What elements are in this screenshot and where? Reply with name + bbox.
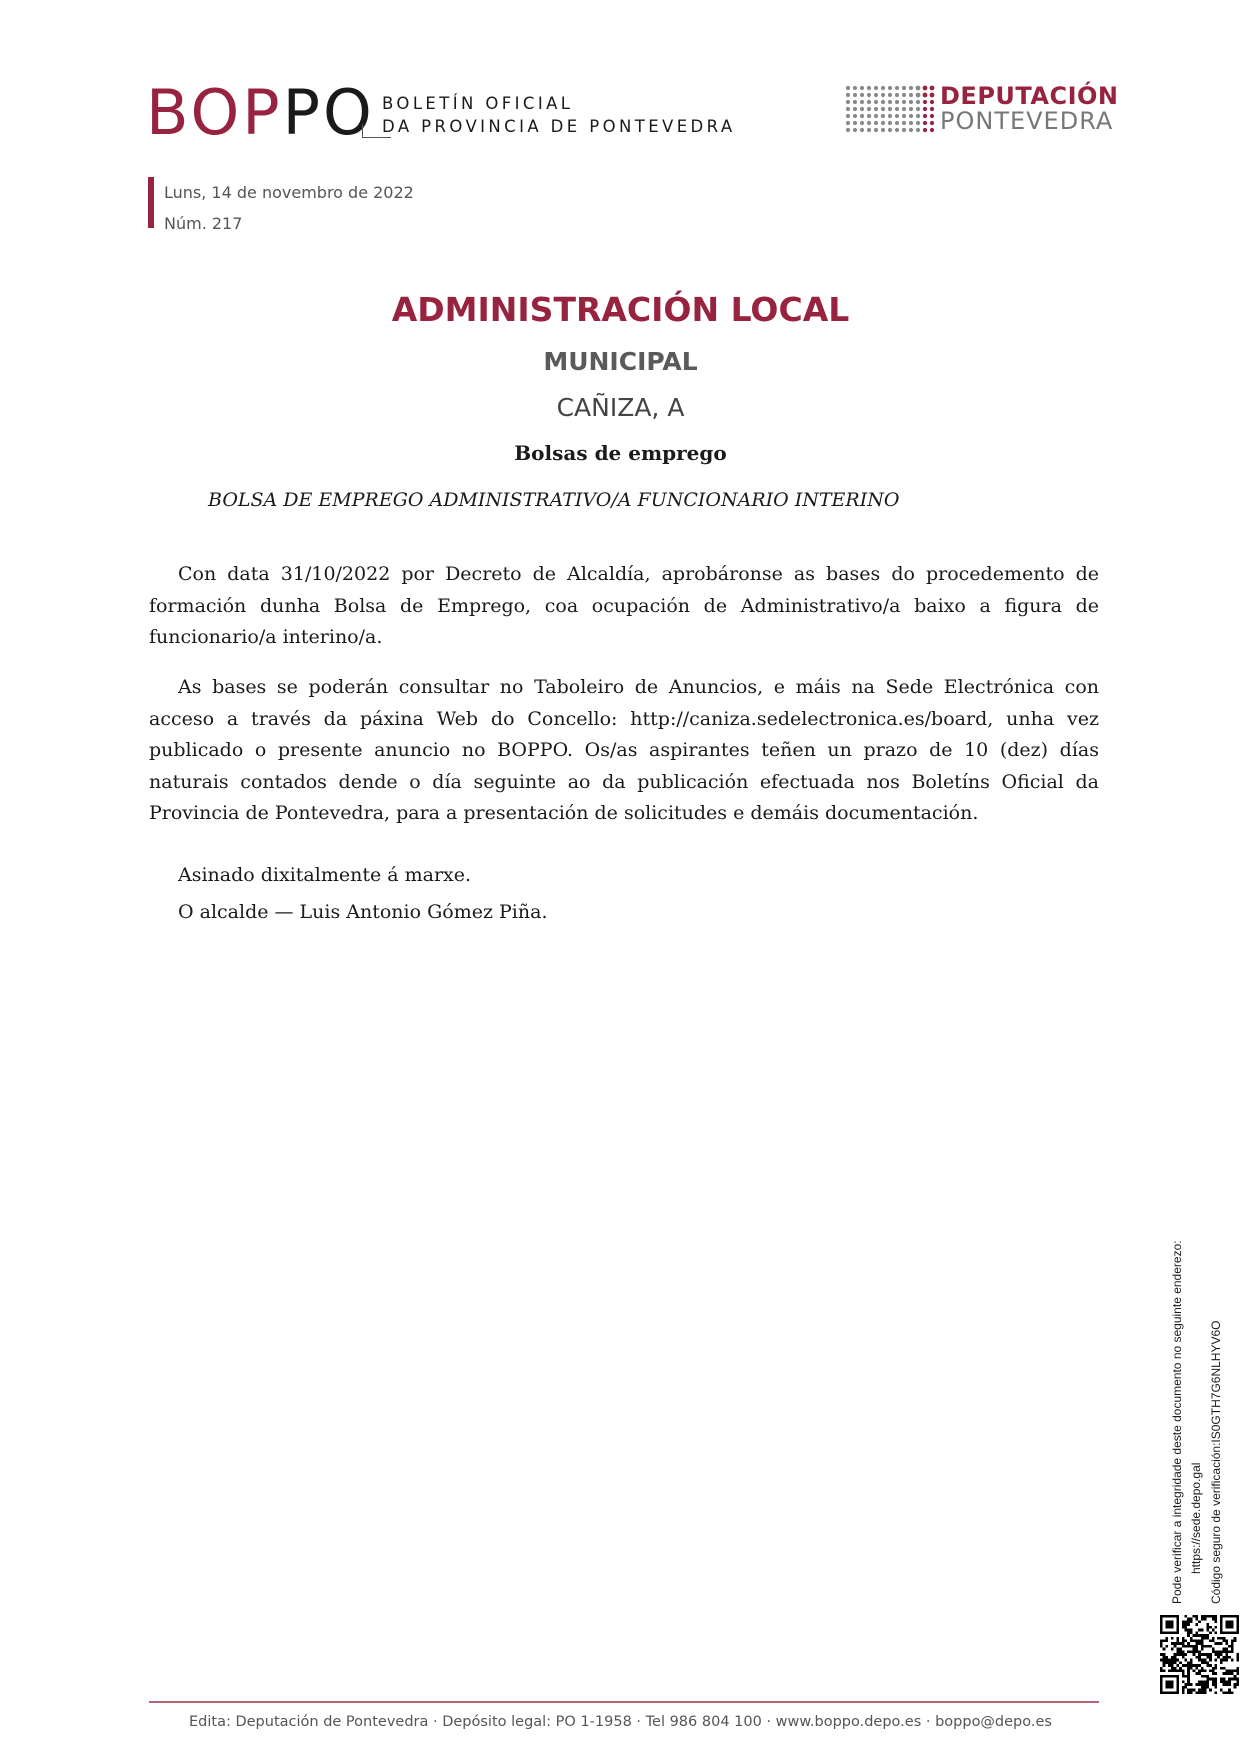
deputacion-dots-logo-icon bbox=[845, 85, 937, 133]
deputacion-logo bbox=[940, 84, 1119, 133]
section-subtitle: MUNICIPAL bbox=[543, 347, 698, 376]
deputacion-logo-line2: PONTEVEDRA bbox=[940, 107, 1114, 135]
topic-heading: Bolsas de emprego bbox=[514, 441, 727, 465]
section-title: ADMINISTRACIÓN LOCAL bbox=[391, 290, 850, 329]
logo-subtitle-line1: BOLETÍN OFICIAL bbox=[382, 94, 574, 113]
signature-name: O alcalde — Luis Antonio Gómez Piña. bbox=[178, 901, 548, 923]
verification-code: Código seguro de verificación:IS0GTH7G6NLHYV6O bbox=[1209, 1320, 1223, 1604]
footer-text: Edita: Deputación de Pontevedra · Depósito legal: PO 1-1958 · Tel 986 804 100 · www.boppo.depo.es · boppo@depo.es bbox=[189, 1714, 1052, 1730]
date-accent-bar bbox=[148, 177, 154, 228]
issue-info bbox=[164, 177, 414, 239]
issue-number: Núm. 217 bbox=[164, 214, 243, 233]
deputacion-logo-line1: DEPUTACIÓN bbox=[940, 82, 1119, 110]
footer-divider bbox=[149, 1701, 1099, 1703]
logo-bop-text: BOP bbox=[146, 76, 283, 149]
boppo-logo bbox=[146, 76, 375, 149]
logo-subtitle-line2: DA PROVINCIA DE PONTEVEDRA bbox=[382, 117, 736, 136]
concello-name: CAÑIZA, A bbox=[556, 393, 685, 422]
verification-url[interactable]: https://sede.depo.gal bbox=[1189, 1462, 1203, 1574]
announcement-title: BOLSA DE EMPREGO ADMINISTRATIVO/A FUNCIONARIO INTERINO bbox=[208, 489, 900, 511]
signature-note: Asinado dixitalmente á marxe. bbox=[178, 864, 472, 886]
issue-date: Luns, 14 de novembro de 2022 bbox=[164, 183, 414, 202]
qr-code-icon[interactable] bbox=[1160, 1615, 1239, 1694]
verification-text: Pode verificar a integridade deste documento no seguinte enderezo: bbox=[1170, 1240, 1184, 1604]
logo-subtitle bbox=[382, 92, 736, 138]
body-paragraph-2: As bases se poderán consultar no Taboleiro de Anuncios, e máis na Sede Electrónica con acceso a través da páxina Web do Concello: http://caniza.sedelectronica.es/board, unha vez publicado o presente anuncio no BOPPO. Os/as aspirantes teñen un prazo de 10 (dez) días naturais contados dende o día seguinte ao da publicación efectuada nos Boletíns Oficial da Provincia de Pontevedra, para a presentación de solicitudes e demáis documentación. bbox=[149, 676, 1099, 824]
body-paragraph-1: Con data 31/10/2022 por Decreto de Alcaldía, aprobáronse as bases do procedemento de formación dunha Bolsa de Emprego, coa ocupación de Administrativo/a baixo a figura de funcionario/a interino/a. bbox=[149, 563, 1099, 648]
logo-po-text: PO bbox=[282, 76, 375, 149]
